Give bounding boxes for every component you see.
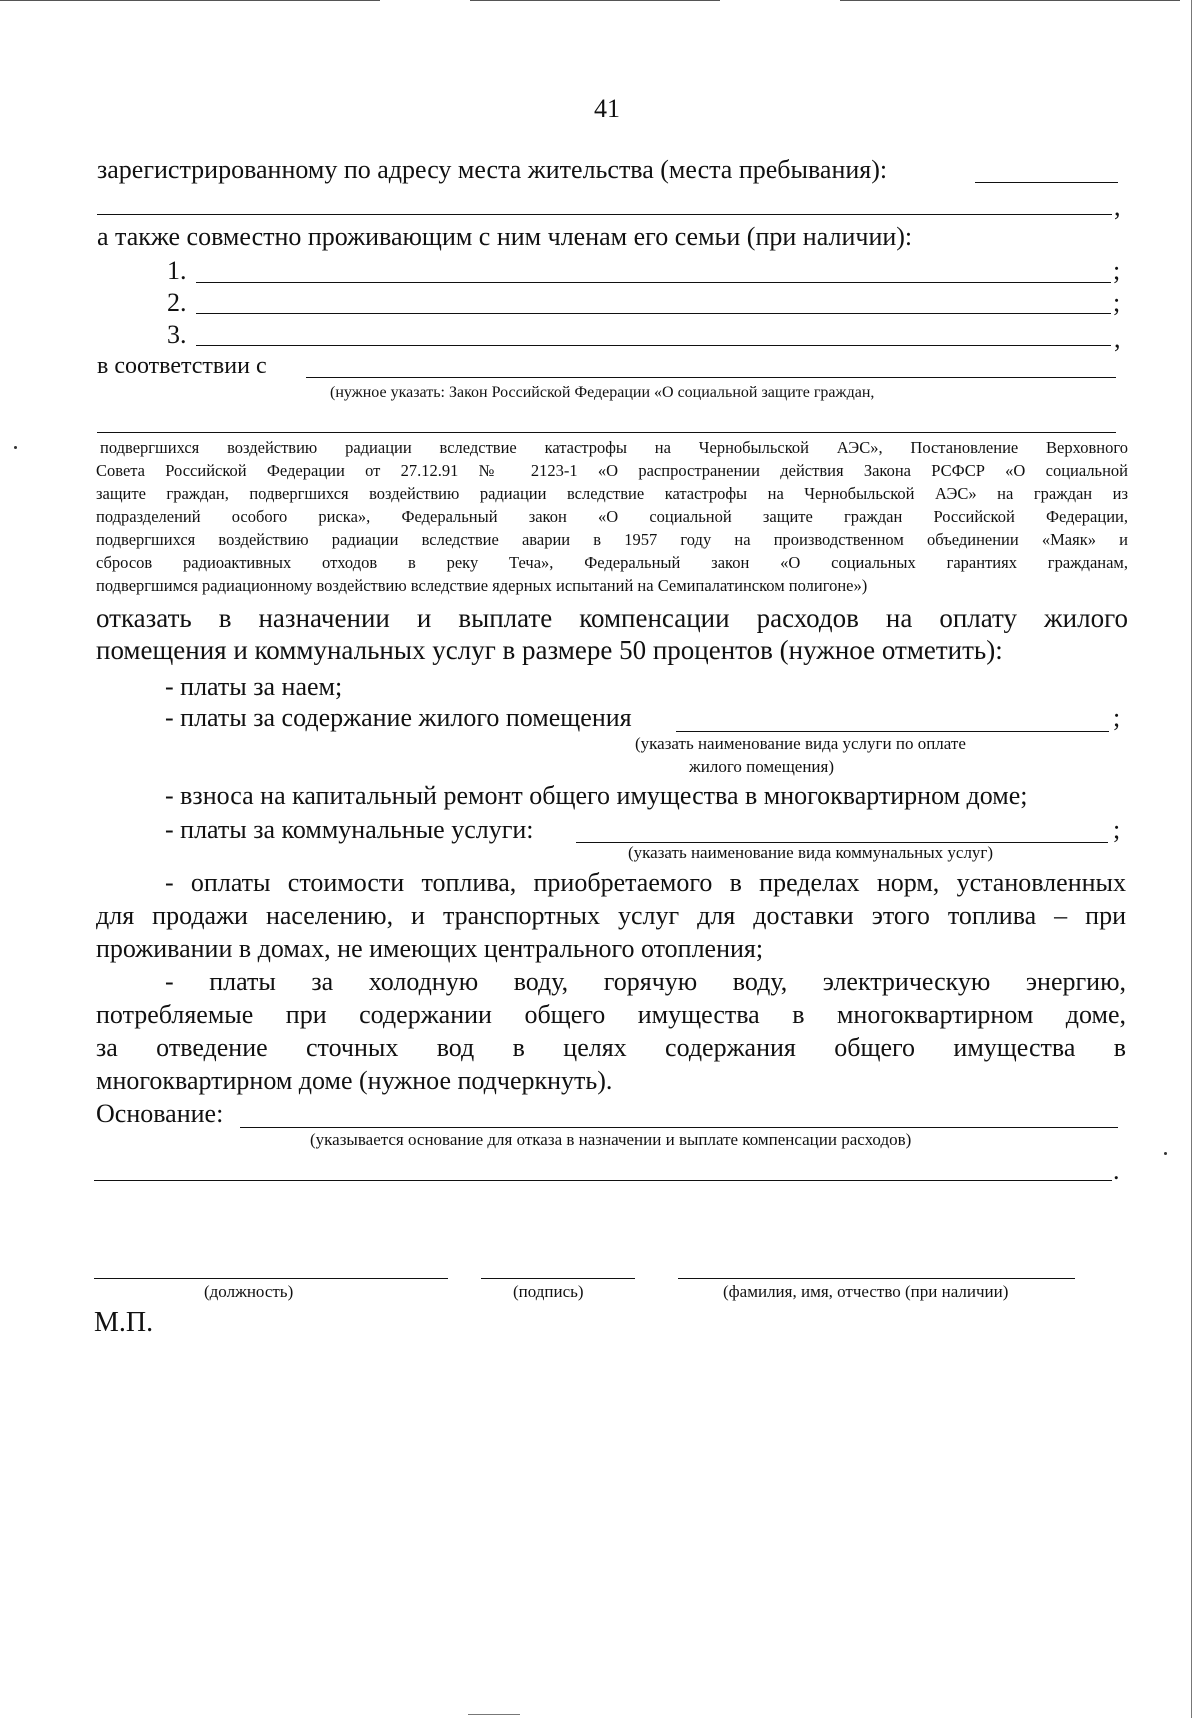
fullname-signature-field[interactable] bbox=[678, 1278, 1075, 1279]
law-hint-line: подразделений особого риска», Федеральный закон «О социальной защите граждан Российской Федерации, bbox=[96, 507, 1128, 526]
option-water-line: за отведение сточных вод в целях содержания общего имущества в bbox=[96, 1033, 1126, 1062]
scan-speck bbox=[1164, 1152, 1167, 1155]
family-member-field-2[interactable] bbox=[196, 313, 1111, 314]
law-hint-line: подвергшихся воздействию радиации вследствие катастрофы на Чернобыльской АЭС», Постановление Верховного bbox=[100, 438, 1128, 457]
law-hint-line: сбросов радиоактивных отходов в реку Теча», Федеральный закон «О социальных гарантиях гражданам, bbox=[96, 553, 1128, 572]
option-water-line: потребляемые при содержании общего имущества в многоквартирном доме, bbox=[96, 1000, 1126, 1029]
scan-edge-top-mid bbox=[470, 0, 720, 1]
line-end-comma: , bbox=[1114, 192, 1121, 221]
family-member-field-3[interactable] bbox=[196, 345, 1111, 346]
scan-edge-top-left bbox=[0, 0, 380, 1]
registered-address-label: зарегистрированному по адресу места жительства (места пребывания): bbox=[97, 155, 888, 184]
basis-field[interactable] bbox=[240, 1127, 1118, 1128]
position-caption: (должность) bbox=[204, 1282, 294, 1301]
family-item-number: 1. bbox=[167, 256, 187, 285]
scan-speck bbox=[14, 446, 17, 449]
law-hint-line: Совета Российской Федерации от 27.12.91 № 2123-1 «О распространении действия Закона РСФСР «О социальной bbox=[96, 461, 1128, 480]
registered-address-field-continued[interactable] bbox=[97, 214, 1112, 215]
option-rent: - платы за наем; bbox=[165, 672, 343, 701]
line-end-semicolon: ; bbox=[1113, 288, 1121, 317]
option-fuel-line: - оплаты стоимости топлива, приобретаемого в пределах норм, установленных bbox=[165, 868, 1126, 897]
law-hint-line: подвергшихся воздействию радиации вследствие аварии в 1957 году на производственном объединении «Маяк» и bbox=[96, 530, 1128, 549]
option-maintenance: - платы за содержание жилого помещения bbox=[165, 703, 632, 732]
line-end-semicolon: ; bbox=[1113, 703, 1121, 732]
refusal-text-line-2: помещения и коммунальных услуг в размере 50 процентов (нужное отметить): bbox=[96, 635, 1003, 665]
scan-edge-bottom bbox=[468, 1714, 520, 1715]
basis-label: Основание: bbox=[96, 1099, 224, 1128]
refusal-text-line-1: отказать в назначении и выплате компенсации расходов на оплату жилого bbox=[96, 603, 1128, 633]
option-fuel-last: проживании в домах, не имеющих центрального отопления; bbox=[96, 934, 764, 963]
registered-address-field[interactable] bbox=[975, 182, 1118, 183]
law-field[interactable] bbox=[306, 377, 1116, 378]
law-hint-last: подвергшимся радиационному воздействию вследствие ядерных испытаний на Семипалатинском полигоне») bbox=[96, 576, 868, 595]
maintenance-service-field[interactable] bbox=[676, 731, 1109, 732]
line-end-semicolon: ; bbox=[1113, 815, 1121, 844]
accordance-label: в соответствии с bbox=[97, 353, 267, 379]
maintenance-hint-line-1: (указать наименование вида услуги по оплате bbox=[635, 734, 966, 753]
page-number: 41 bbox=[594, 94, 620, 123]
law-hint-first: (нужное указать: Закон Российской Федерации «О социальной защите граждан, bbox=[330, 384, 875, 401]
law-field-continued[interactable] bbox=[97, 432, 1116, 433]
signature-field[interactable] bbox=[481, 1278, 635, 1279]
option-fuel-line: для продажи населению, и транспортных услуг для доставки этого топлива – при bbox=[96, 901, 1126, 930]
line-end-semicolon: ; bbox=[1113, 256, 1121, 285]
family-item-number: 2. bbox=[167, 288, 187, 317]
utilities-hint: (указать наименование вида коммунальных услуг) bbox=[628, 843, 994, 862]
family-item-number: 3. bbox=[167, 320, 187, 349]
line-end-period: . bbox=[1113, 1156, 1120, 1185]
family-member-field-1[interactable] bbox=[196, 282, 1111, 283]
fullname-caption: (фамилия, имя, отчество (при наличии) bbox=[723, 1282, 1009, 1301]
position-signature-field[interactable] bbox=[94, 1278, 448, 1279]
maintenance-hint-line-2: жилого помещения) bbox=[689, 757, 835, 776]
basis-hint: (указывается основание для отказа в назначении и выплате компенсации расходов) bbox=[310, 1130, 912, 1149]
signature-caption: (подпись) bbox=[513, 1282, 584, 1301]
option-water-last: многоквартирном доме (нужное подчеркнуть). bbox=[96, 1066, 613, 1095]
scan-edge-top-right bbox=[840, 0, 1180, 1]
option-water-line: - платы за холодную воду, горячую воду, электрическую энергию, bbox=[165, 967, 1126, 996]
line-end-comma: , bbox=[1114, 324, 1121, 353]
option-utilities: - платы за коммунальные услуги: bbox=[165, 815, 534, 844]
basis-field-continued[interactable] bbox=[94, 1180, 1112, 1181]
stamp-place: М.П. bbox=[94, 1307, 154, 1338]
scan-edge-right bbox=[1191, 0, 1192, 1718]
option-capital-repair: - взноса на капитальный ремонт общего имущества в многоквартирном доме; bbox=[165, 781, 1028, 810]
family-members-label: а также совместно проживающим с ним членам его семьи (при наличии): bbox=[97, 222, 913, 251]
law-hint-line: защите граждан, подвергшихся воздействию радиации вследствие катастрофы на Чернобыльской АЭС» на граждан из bbox=[96, 484, 1128, 503]
